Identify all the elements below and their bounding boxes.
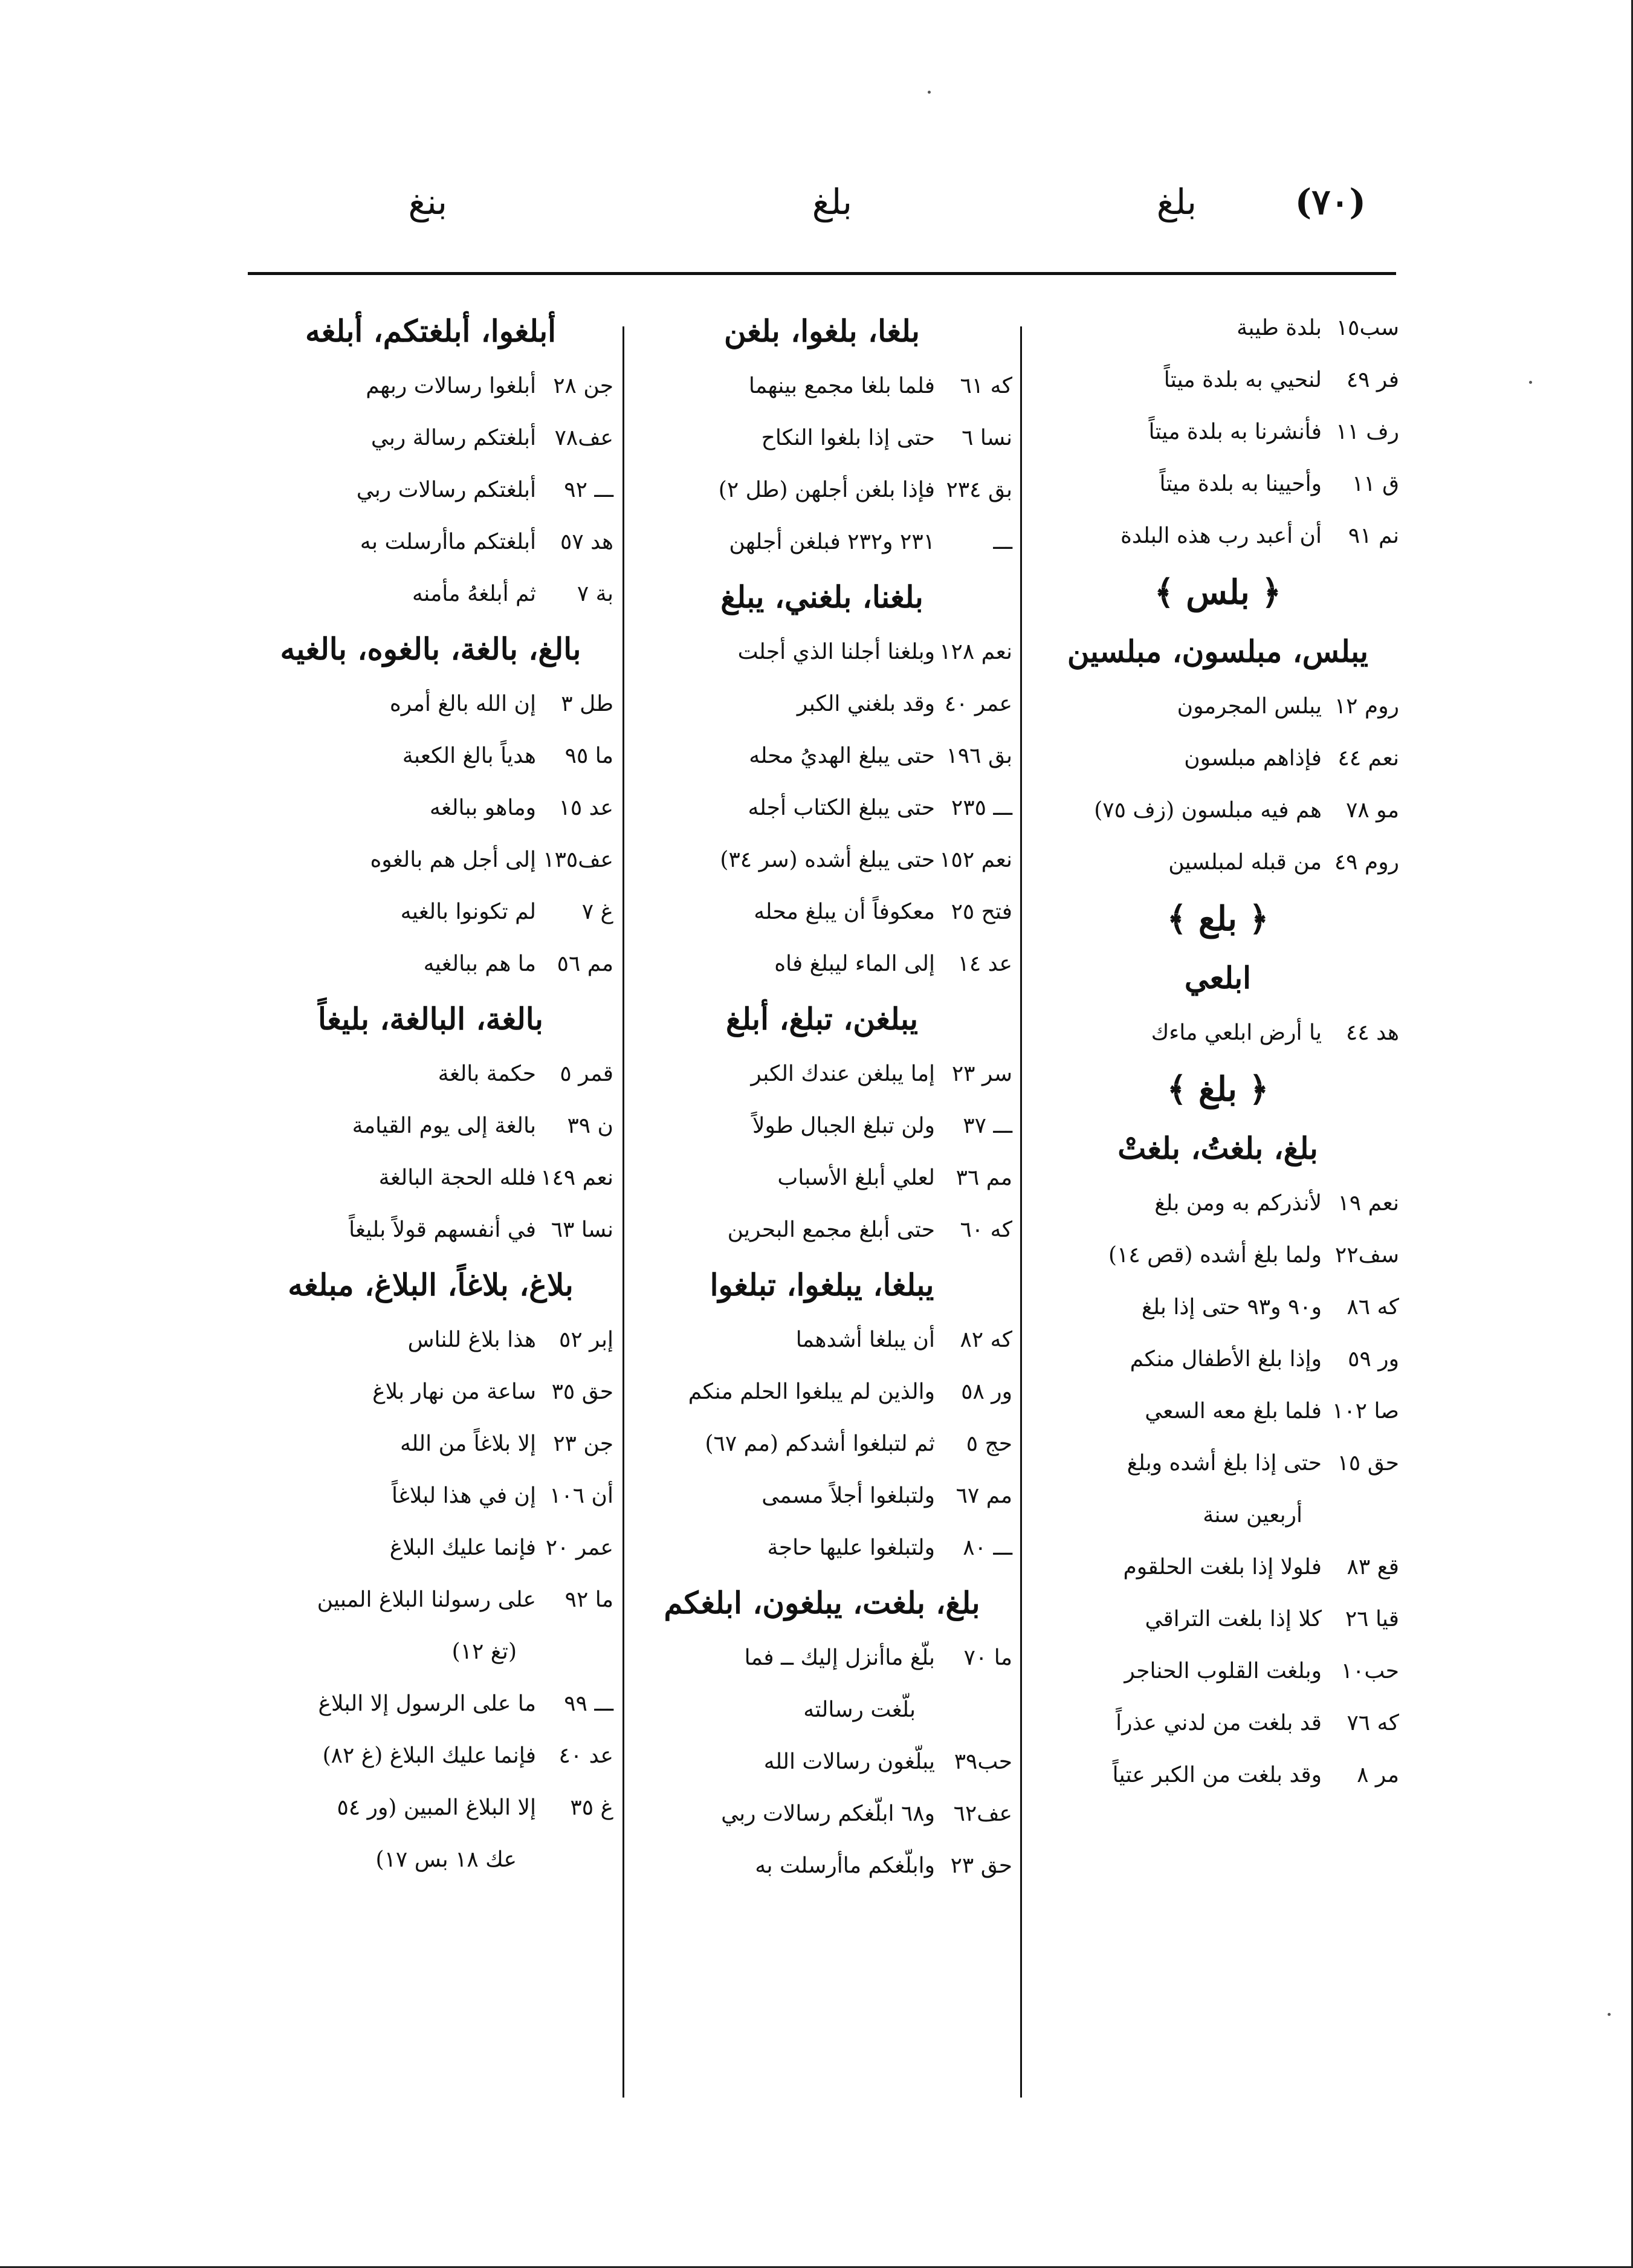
entry-text: وبلغنا أجلنا الذي أجلت — [737, 640, 935, 664]
entry-reference: مم ٦٧ — [956, 1483, 1012, 1508]
index-entry — [632, 938, 1012, 990]
index-entry — [632, 834, 1012, 886]
word-forms-heading: بلغنا، بلغني، يبلغ — [720, 579, 923, 615]
entry-reference: ق ١١ — [1351, 471, 1399, 496]
entry-text: حتى يبلغ أشده (سر ٣٤) — [720, 847, 935, 872]
index-entry — [632, 730, 1012, 782]
index-entry — [1036, 1645, 1399, 1697]
index-entry — [248, 730, 613, 782]
index-entry — [1036, 302, 1399, 354]
index-entry — [248, 568, 613, 620]
entry-reference: حق ١٥ — [1337, 1451, 1399, 1476]
entry-reference: ور ٥٨ — [961, 1379, 1012, 1404]
entry-continuation: بلّغت رسالته — [803, 1697, 916, 1722]
entry-reference: هد ٥٧ — [560, 530, 613, 554]
entry-text: هم فيه مبلسون (زف ٧٥) — [1094, 798, 1322, 823]
entry-text: حتى يبلغ الهديُ محله — [749, 744, 935, 768]
index-entry — [1036, 1541, 1399, 1593]
entry-text: لنحيي به بلدة ميتاً — [1163, 368, 1322, 392]
entry-text: أبلغتكم رسالات ربي — [356, 478, 536, 502]
entry-reference: مم ٥٦ — [557, 951, 613, 976]
column-right — [1036, 302, 1399, 1801]
index-entry — [248, 516, 613, 568]
entry-text: وماهو ببالغه — [429, 795, 536, 820]
entry-text: ولن تبلغ الجبال طولاً — [752, 1113, 935, 1138]
entry-text: يبلّغون رسالات الله — [763, 1749, 935, 1774]
entry-reference: ن ٣٩ — [567, 1113, 613, 1138]
entry-text: قد بلغت من لدني عذراً — [1116, 1711, 1322, 1735]
index-entry — [248, 1470, 613, 1522]
entry-reference: سب١٥ — [1336, 316, 1399, 340]
index-entry — [248, 1574, 613, 1626]
entry-reference: ما ٩٢ — [564, 1587, 613, 1612]
entry-text: و٦٨ ابلّغكم رسالات ربي — [721, 1801, 935, 1826]
entry-text: أن يبلغا أشدهما — [795, 1327, 935, 1352]
entry-text: أبلغتكم رسالة ربي — [370, 426, 536, 450]
entry-text: هذا بلاغ للناس — [407, 1327, 536, 1352]
entry-reference: عف٦٢ — [953, 1801, 1012, 1826]
entry-text: فإنما عليك البلاغ — [389, 1535, 536, 1560]
word-forms-heading: يبلس، مبلسون، مبلسين — [1067, 633, 1369, 669]
scan-speck — [1529, 381, 1532, 384]
index-entry — [632, 1522, 1012, 1574]
index-entry — [1036, 354, 1399, 406]
index-entry — [248, 1048, 613, 1100]
entry-text: أن أعبد رب هذه البلدة — [1120, 523, 1322, 548]
entry-text: إلا بلاغاً من الله — [399, 1431, 536, 1456]
entry-reference: غ ٧ — [581, 899, 613, 924]
word-forms-heading: بلغ، بلغت، يبلغون، ابلغكم — [664, 1585, 980, 1621]
index-entry — [1036, 681, 1399, 733]
index-entry — [248, 412, 613, 464]
entry-text: ما هم ببالغيه — [423, 951, 536, 976]
entry-reference: فر ٤٩ — [1346, 368, 1399, 392]
entry-reference: نعم ٤٤ — [1337, 746, 1399, 771]
entry-reference: روم ١٢ — [1334, 694, 1399, 719]
entry-text: معكوفاً أن يبلغ محله — [754, 899, 935, 924]
index-entry — [248, 1678, 613, 1730]
header-word-left: بنغ — [408, 181, 447, 222]
entry-reference: أن ١٠٦ — [549, 1483, 613, 1508]
entry-text: أبلغوا رسالات ربهم — [366, 374, 536, 398]
index-entry — [632, 464, 1012, 516]
entry-text: بالغة إلى يوم القيامة — [352, 1113, 536, 1138]
index-entry — [632, 1632, 1012, 1684]
word-forms-heading: أبلغوا، أبلغتكم، أبلغه — [305, 313, 557, 349]
entry-reference: صا ١٠٢ — [1332, 1399, 1399, 1424]
index-entry — [632, 1314, 1012, 1366]
entry-text: حكمة بالغة — [438, 1061, 536, 1086]
index-entry — [1036, 1697, 1399, 1749]
entry-reference: غ ٣٥ — [570, 1795, 613, 1820]
entry-reference: ـــ ٩٢ — [564, 478, 613, 502]
entry-continuation: أربعين سنة — [1203, 1503, 1302, 1528]
entry-text: فلولا إذا بلغت الحلقوم — [1123, 1555, 1322, 1580]
word-forms-heading: يبلغن، تبلغ، أبلغ — [726, 1001, 918, 1037]
index-entry — [248, 1418, 613, 1470]
scan-speck — [1608, 2013, 1611, 2016]
entry-text: لم تكونوا بالغيه — [400, 899, 536, 924]
index-entry — [632, 1152, 1012, 1204]
entry-reference: كه ٦١ — [960, 374, 1012, 398]
index-entry — [632, 1788, 1012, 1840]
entry-text: و٩٠ و٩٣ حتى إذا بلغ — [1141, 1295, 1322, 1320]
entry-reference: ـــ — [993, 530, 1012, 554]
entry-reference: حب٣٩ — [954, 1749, 1012, 1774]
entry-reference: ـــ ٩٩ — [564, 1691, 613, 1716]
index-entry — [1036, 1437, 1399, 1489]
index-entry — [1036, 1385, 1399, 1437]
entry-reference: نعم ١٢٨ — [939, 640, 1012, 664]
entry-text: بلدة طيبة — [1237, 316, 1322, 340]
entry-reference: فتح ٢٥ — [951, 899, 1012, 924]
entry-reference: هد ٤٤ — [1346, 1020, 1399, 1045]
entry-reference: قع ٨٣ — [1347, 1555, 1399, 1580]
column-left — [248, 302, 613, 1886]
word-forms-heading: بلاغ، بلاغاً، البلاغ، مبلغه — [288, 1267, 574, 1303]
index-entry — [1036, 733, 1399, 785]
index-entry — [1036, 1281, 1399, 1333]
index-entry — [632, 678, 1012, 730]
column-middle — [632, 302, 1012, 1892]
entry-text: إلا البلاغ المبين (ور ٥٤ — [337, 1795, 536, 1820]
entry-text: فإذاهم مبلسون — [1184, 746, 1322, 771]
index-entry — [1036, 1333, 1399, 1385]
entry-text: فإذا بلغن أجلهن (طل ٢) — [718, 478, 935, 502]
root-section-title: ﴿ بلع ﴾ — [1166, 899, 1269, 939]
entry-reference: جن ٢٨ — [553, 374, 613, 398]
entry-text: حتى يبلغ الكتاب أجله — [748, 795, 935, 820]
index-entry — [248, 1730, 613, 1782]
entry-text: إن في هذا لبلاغاً — [392, 1483, 536, 1508]
entry-text: على رسولنا البلاغ المبين — [317, 1587, 536, 1612]
entry-reference: نعم ١٥٢ — [939, 847, 1012, 872]
index-entry — [632, 412, 1012, 464]
index-entry — [632, 1736, 1012, 1788]
index-entry — [248, 1152, 613, 1204]
entry-reference: حق ٣٥ — [551, 1379, 613, 1404]
scan-speck — [928, 91, 931, 94]
index-entry — [632, 782, 1012, 834]
index-entry — [1036, 1593, 1399, 1645]
entry-reference: حق ٢٣ — [950, 1853, 1012, 1878]
entry-reference: نعم ١٤٩ — [540, 1165, 613, 1190]
word-forms-heading: بلغ، بلغتُ، بلغتْ — [1117, 1130, 1318, 1166]
index-entry — [248, 938, 613, 990]
entry-text: وبلغت القلوب الحناجر — [1124, 1659, 1322, 1683]
entry-reference: مم ٣٦ — [956, 1165, 1012, 1190]
index-entry — [1036, 406, 1399, 458]
index-entry — [1036, 1230, 1399, 1281]
index-entry — [248, 1782, 613, 1834]
entry-reference: ور ٥٩ — [1348, 1347, 1399, 1372]
word-forms-heading: بلغا، بلغوا، بلغن — [724, 313, 920, 349]
entry-text: حتى أبلغ مجمع البحرين — [727, 1217, 935, 1242]
entry-reference: قمر ٥ — [560, 1061, 613, 1086]
index-entry — [632, 1048, 1012, 1100]
entry-text: كلا إذا بلغت التراقي — [1145, 1607, 1322, 1631]
column-divider-right — [1020, 326, 1022, 2098]
entry-continuation: عك ١٨ بس ١٧) — [375, 1847, 517, 1872]
index-entry — [248, 464, 613, 516]
entry-reference: كه ٦٠ — [960, 1217, 1012, 1242]
entry-reference: كه ٨٦ — [1347, 1295, 1399, 1320]
entry-text: ثم لتبلغوا أشدكم (مم ٦٧) — [705, 1431, 935, 1456]
word-forms-heading: بالغ، بالغة، بالغوه، بالغيه — [280, 631, 581, 667]
entry-text: ٢٣١ و٢٣٢ فبلغن أجلهن — [729, 530, 935, 554]
entry-reference: نسا ٦٣ — [551, 1217, 613, 1242]
header-word-center: بلغ — [812, 181, 852, 222]
index-entry — [248, 1366, 613, 1418]
root-section-title: ﴿ بلغ ﴾ — [1166, 1069, 1269, 1109]
index-entry — [632, 1100, 1012, 1152]
index-entry — [632, 1418, 1012, 1470]
entry-continuation: (تغ ١٢) — [451, 1639, 517, 1664]
entry-text: ثم أبلغهُ مأمنه — [412, 582, 536, 606]
entry-reference: كه ٨٢ — [960, 1327, 1012, 1352]
entry-text: بلّغ ماأنزل إليك ــ فما — [744, 1645, 935, 1670]
entry-text: لعلي أبلغ الأسباب — [777, 1165, 935, 1190]
entry-text: وقد بلغت من الكبر عتياً — [1112, 1763, 1322, 1787]
entry-reference: كه ٧٦ — [1347, 1711, 1399, 1735]
index-entry — [632, 626, 1012, 678]
entry-reference: حج ٥ — [966, 1431, 1012, 1456]
entry-text: في أنفسهم قولاً بليغاً — [349, 1217, 536, 1242]
index-entry — [248, 1204, 613, 1256]
word-forms-heading: يبلغا، يبلغوا، تبلغوا — [710, 1267, 934, 1303]
entry-reference: رف ١١ — [1336, 420, 1399, 444]
entry-reference: بة ٧ — [577, 582, 613, 606]
header-word-right: بلغ — [1156, 181, 1197, 222]
entry-text: يا أرض ابلعي ماءك — [1151, 1020, 1322, 1045]
entry-text: وقد بلغني الكبر — [797, 692, 935, 716]
index-entry — [248, 678, 613, 730]
entry-text: هدياً بالغ الكعبة — [402, 744, 536, 768]
entry-text: أبلغتكم ماأرسلت به — [360, 530, 536, 554]
entry-text: والذين لم يبلغوا الحلم منكم — [688, 1379, 935, 1404]
entry-reference: عمر ٤٠ — [944, 692, 1012, 716]
index-entry — [248, 1314, 613, 1366]
entry-text: ما على الرسول إلا البلاغ — [318, 1691, 536, 1716]
entry-text: ساعة من نهار بلاغ — [372, 1379, 536, 1404]
index-entry — [248, 1100, 613, 1152]
index-entry — [632, 360, 1012, 412]
entry-text: إلى الماء ليبلغ فاه — [774, 951, 935, 976]
index-entry — [1036, 458, 1399, 510]
entry-text: فإنما عليك البلاغ (غ ٨٢) — [322, 1743, 536, 1768]
entry-reference: عف٧٨ — [554, 426, 613, 450]
index-entry — [248, 886, 613, 938]
entry-reference: سف٢٢ — [1334, 1243, 1399, 1268]
entry-reference: إبر ٥٢ — [559, 1327, 613, 1352]
entry-reference: عف١٣٥ — [543, 847, 613, 872]
entry-reference: قيا ٢٦ — [1345, 1607, 1399, 1631]
index-entry — [248, 360, 613, 412]
entry-reference: عد ١٤ — [957, 951, 1012, 976]
entry-text: حتى إذا بلغ أشده وبلغ — [1127, 1451, 1322, 1476]
entry-reference: سر ٢٣ — [951, 1061, 1012, 1086]
entry-reference: مر ٨ — [1357, 1763, 1399, 1787]
index-entry — [248, 782, 613, 834]
entry-text: وأحيينا به بلدة ميتاً — [1159, 471, 1322, 496]
entry-text: ولما بلغ أشده (قص ١٤) — [1108, 1243, 1322, 1268]
entry-reference: مو ٧٨ — [1346, 798, 1399, 823]
index-entry — [632, 1204, 1012, 1256]
root-section-title: ﴿ بلس ﴾ — [1154, 572, 1282, 612]
index-entry — [248, 1522, 613, 1574]
index-entry — [1036, 837, 1399, 889]
entry-reference: ما ٧٠ — [963, 1645, 1012, 1670]
column-divider-left — [622, 326, 624, 2098]
index-entry — [1036, 1749, 1399, 1801]
entry-text: فلله الحجة البالغة — [378, 1165, 536, 1190]
entry-text: ولتبلغوا عليها حاجة — [767, 1535, 935, 1560]
entry-text: حتى إذا بلغوا النكاح — [761, 426, 935, 450]
entry-reference: نعم ١٩ — [1337, 1191, 1399, 1216]
entry-text: إما يبلغن عندك الكبر — [751, 1061, 935, 1086]
word-forms-heading: بالغة، البالغة، بليغاً — [318, 1001, 543, 1037]
entry-reference: بق ١٩٦ — [946, 744, 1012, 768]
entry-reference: روم ٤٩ — [1334, 850, 1399, 875]
page-header — [248, 181, 1396, 248]
page-number: (٧٠) — [1295, 181, 1366, 222]
entry-reference: عد ١٥ — [558, 795, 613, 820]
index-entry — [632, 1366, 1012, 1418]
index-entry — [632, 516, 1012, 568]
entry-text: فلما بلغا مجمع بينهما — [748, 374, 935, 398]
entry-reference: ـــ ٨٠ — [963, 1535, 1012, 1560]
entry-reference: بق ٢٣٤ — [946, 478, 1012, 502]
index-entry — [632, 1840, 1012, 1892]
index-entry — [1036, 785, 1399, 837]
entry-text: يبلس المجرمون — [1177, 694, 1322, 719]
entry-reference: عمر ٢٠ — [545, 1535, 613, 1560]
entry-reference: نم ٩١ — [1348, 523, 1399, 548]
index-entry — [248, 834, 613, 886]
entry-text: وإذا بلغ الأطفال منكم — [1130, 1347, 1322, 1372]
entry-reference: ـــ ٢٣٥ — [951, 795, 1012, 820]
entry-text: لأنذركم به ومن بلغ — [1154, 1191, 1322, 1216]
index-entry — [1036, 510, 1399, 562]
header-rule — [248, 272, 1396, 275]
entry-text: فلما بلغ معه السعي — [1145, 1399, 1322, 1424]
entry-reference: جن ٢٣ — [553, 1431, 613, 1456]
entry-text: من قبله لمبلسين — [1168, 850, 1322, 875]
index-entry — [632, 1470, 1012, 1522]
entry-text: إن الله بالغ أمره — [389, 692, 536, 716]
entry-reference: نسا ٦ — [962, 426, 1012, 450]
entry-text: فأنشرنا به بلدة ميتاً — [1148, 420, 1322, 444]
index-entry — [1036, 1178, 1399, 1230]
entry-text: وابلّغكم ماأرسلت به — [755, 1853, 935, 1878]
entry-reference: ما ٩٥ — [564, 744, 613, 768]
index-entry — [1036, 1007, 1399, 1059]
entry-reference: حب١٠ — [1340, 1659, 1399, 1683]
entry-reference: طل ٣ — [561, 692, 613, 716]
entry-text: إلى أجل هم بالغوه — [370, 847, 536, 872]
entry-reference: ـــ ٣٧ — [963, 1113, 1012, 1138]
entry-reference: عد ٤٠ — [558, 1743, 613, 1768]
entry-text: ولتبلغوا أجلاً مسمى — [762, 1483, 935, 1508]
word-forms-heading: ابلعي — [1184, 960, 1252, 996]
index-entry — [632, 886, 1012, 938]
